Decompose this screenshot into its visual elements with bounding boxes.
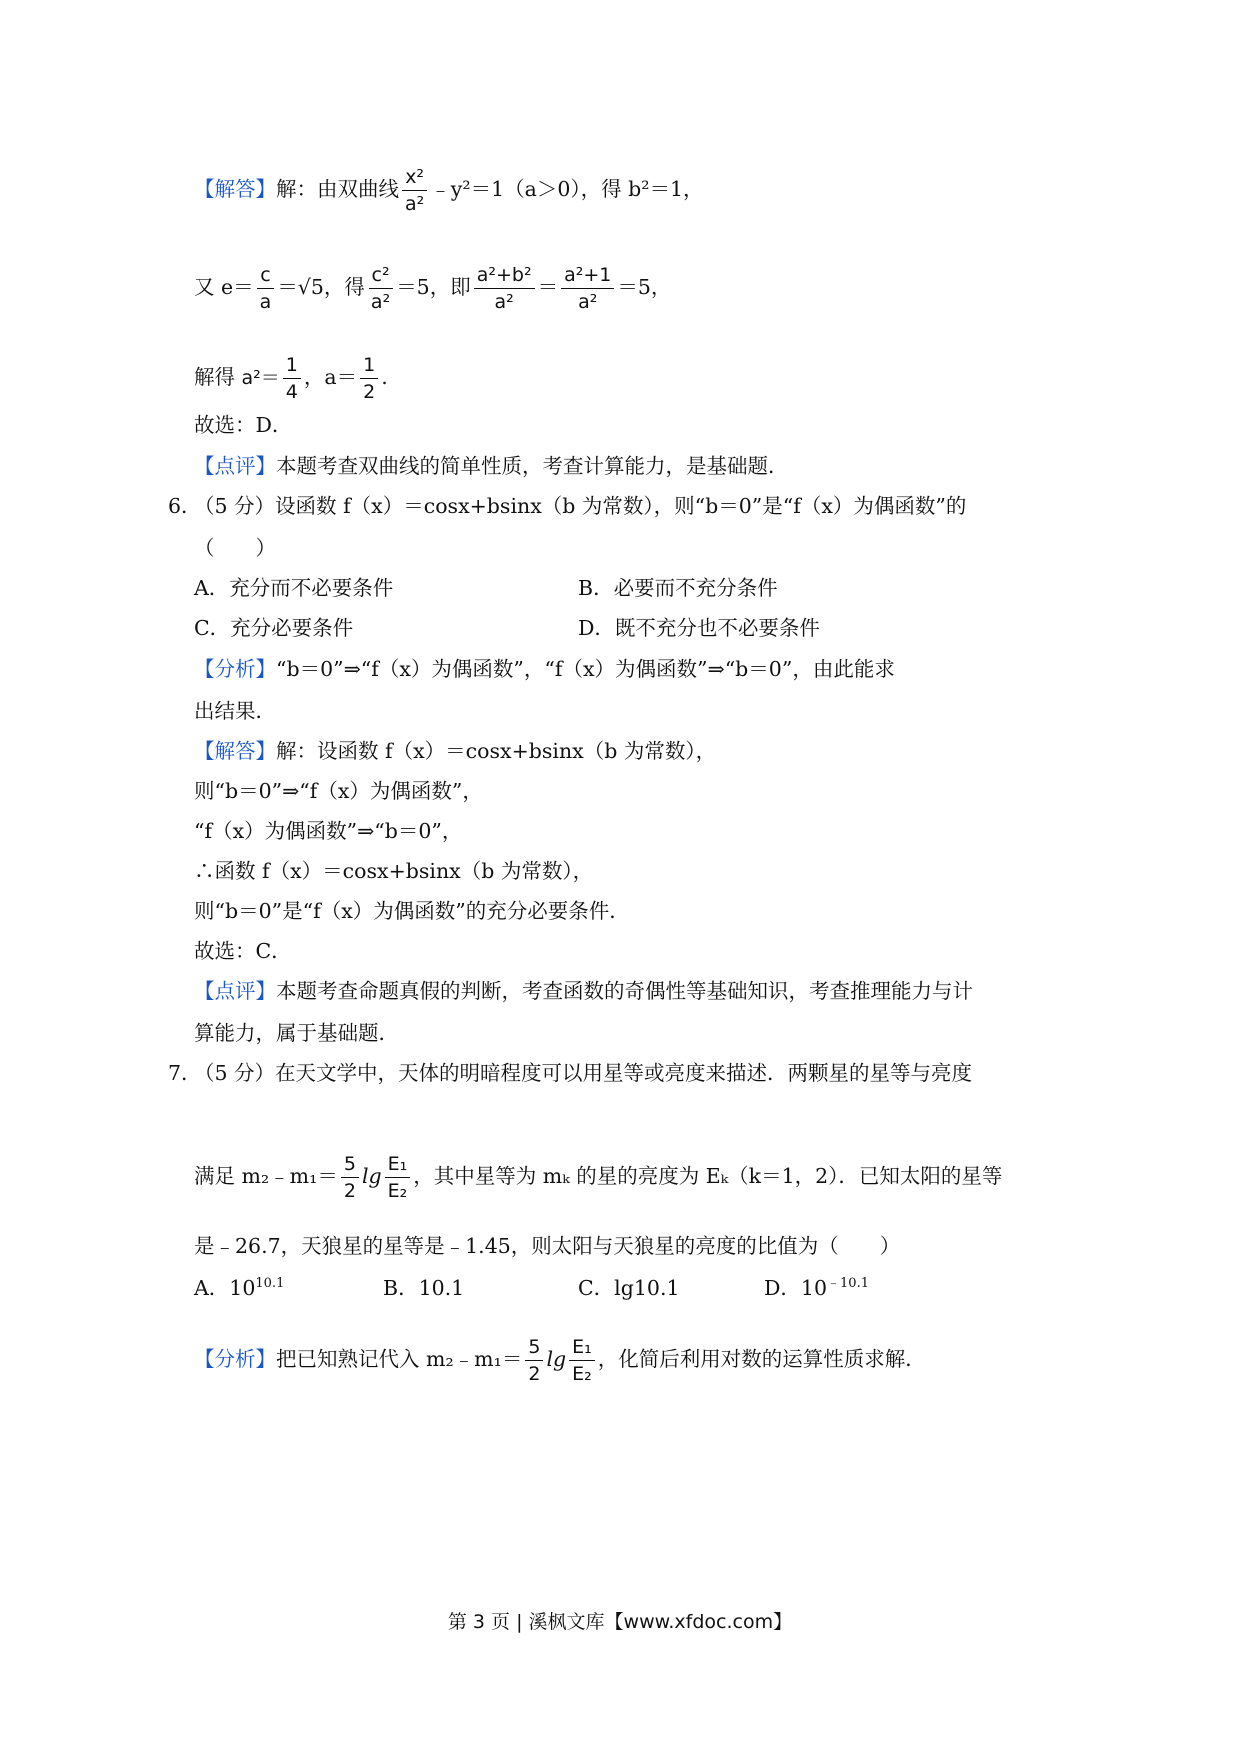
q5-solution-line2: 又 e＝ $\frac{c}{a}$ ＝√5，得 $\frac{\text{c²}}{\text{a²}}$ ＝5，即 $\frac{\text{a²+b²}}{\text{a²}}$ ＝ $\frac{\text{a²+1}}{\text{a²}}$ ＝5， <box>194 264 672 313</box>
q6-answer: 故选：C． <box>194 939 292 963</box>
e-fraction: $\frac{c}{a}$ <box>257 262 275 315</box>
solution-tag: 【解答】 <box>194 739 276 763</box>
q6-option-b: B．必要而不充分条件 <box>578 576 778 600</box>
q6-number: 6． <box>168 494 202 518</box>
analysis-tag: 【分析】 <box>194 657 276 681</box>
q6-stem-line1: （5 分）设函数 f（x）＝cosx+bsinx（b 为常数），则“b＝0”是“f（x）为偶函数”的 <box>194 494 967 518</box>
q6-comment-line1: 【点评】本题考查命题真假的判断，考查函数的奇偶性等基础知识，考查推理能力与计 <box>194 979 973 1003</box>
q6-option-d: D．既不充分也不必要条件 <box>578 616 820 640</box>
page-footer: 第 3 页 | 溪枫文库【www.xfdoc.com】 <box>447 1611 793 1633</box>
q7-option-c: C．lg10.1 <box>578 1276 680 1300</box>
q6-option-c: C．充分必要条件 <box>194 616 354 640</box>
q7-stem-line3: 是﹣26.7，天狼星的星等是﹣1.45，则太阳与天狼星的亮度的比值为（ ） <box>194 1234 901 1258</box>
comment-tag: 【点评】 <box>194 454 276 478</box>
q5-comment: 【点评】本题考查双曲线的简单性质，考查计算能力，是基础题． <box>194 454 789 478</box>
q5-solution-line3: 解得 a²＝ $\frac{1}{4}$ ，a＝ $\frac{1}{2}$ . <box>194 354 388 403</box>
q6-solution-line1: 【解答】解：设函数 f（x）＝cosx+bsinx（b 为常数）， <box>194 739 717 763</box>
q6-solution-line4: ∴函数 f（x）＝cosx+bsinx（b 为常数）， <box>194 859 594 883</box>
quarter-fraction: $\frac{1}{4}$ <box>283 352 301 405</box>
q6-comment-line2: 算能力，属于基础题． <box>194 1021 399 1045</box>
q7-analysis: 【分析】把已知熟记代入 m₂﹣m₁＝ $\frac{5}{2}$ lg $\frac{\text{E₁}}{\text{E₂}}$ ，化简后利用对数的运算性质求解． <box>194 1336 926 1385</box>
analysis-tag: 【分析】 <box>194 1347 276 1371</box>
q7-number: 7． <box>168 1061 202 1085</box>
q7-stem-line1: （5 分）在天文学中，天体的明暗程度可以用星等或亮度来描述．两颗星的星等与亮度 <box>194 1061 973 1085</box>
q6-solution-line2: 则“b＝0”⇒“f（x）为偶函数”， <box>194 779 483 803</box>
q6-stem-line2: （ ） <box>194 536 276 560</box>
q7-formula-line: 满足 m₂﹣m₁＝ $\frac{5}{2}$ lg $\frac{\text{E₁}}{\text{E₂}}$ ，其中星等为 mₖ 的星的亮度为 Eₖ（k＝1，2）．已知太阳的星等 <box>194 1153 1003 1202</box>
q7-option-a: A．$10^{10.1}$ <box>194 1276 285 1300</box>
q6-solution-line3: “f（x）为偶函数”⇒“b＝0”， <box>194 819 463 843</box>
hyperbola-fraction: $\frac{\text{x²}}{\text{a²}}$ <box>402 164 427 217</box>
q6-option-a: A．充分而不必要条件 <box>194 576 394 600</box>
comment-tag: 【点评】 <box>194 979 276 1003</box>
solution-tag: 【解答】 <box>194 177 276 201</box>
q5-answer: 故选：D． <box>194 413 293 437</box>
q6-analysis-line1: 【分析】“b＝0”⇒“f（x）为偶函数”，“f（x）为偶函数”⇒“b＝0”，由此能求 <box>194 657 895 681</box>
ratio-fraction: $\frac{\text{E₁}}{\text{E₂}}$ <box>385 1151 411 1204</box>
q7-option-b: B．10.1 <box>383 1276 465 1300</box>
q5-solution-line1: 【解答】解：由双曲线 $\frac{\text{x²}}{\text{a²}}$ ﹣y²＝1（a＞0），得 b²＝1， <box>194 166 704 215</box>
a1-fraction: $\frac{\text{a²+1}}{\text{a²}}$ <box>561 262 614 315</box>
ab-fraction: $\frac{\text{a²+b²}}{\text{a²}}$ <box>474 262 535 315</box>
q6-solution-line5: 则“b＝0”是“f（x）为偶函数”的充分必要条件． <box>194 899 630 923</box>
half-fraction: $\frac{1}{2}$ <box>360 352 378 405</box>
coef-fraction: $\frac{5}{2}$ <box>341 1151 359 1204</box>
c2-fraction: $\frac{\text{c²}}{\text{a²}}$ <box>368 262 393 315</box>
coef-fraction-2: $\frac{5}{2}$ <box>525 1334 543 1387</box>
ratio-fraction-2: $\frac{\text{E₁}}{\text{E₂}}$ <box>569 1334 595 1387</box>
q6-analysis-line2: 出结果． <box>194 699 276 723</box>
q7-option-d: D．$10^{﹣10.1}$ <box>764 1276 869 1300</box>
